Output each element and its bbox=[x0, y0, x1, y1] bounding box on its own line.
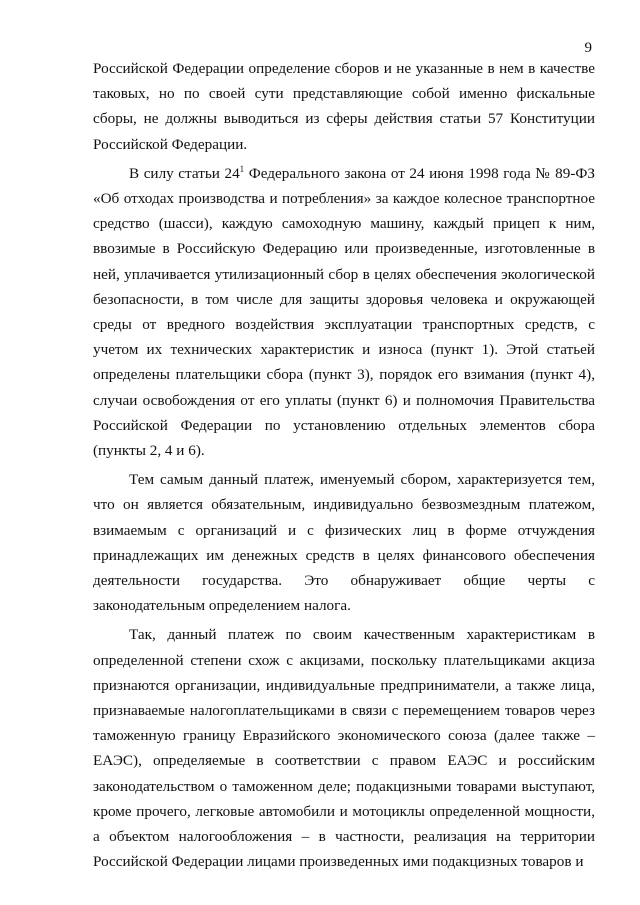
paragraph-2-text-start: В силу статьи 24 bbox=[129, 164, 240, 182]
paragraph-3 bbox=[93, 467, 595, 618]
paragraph-4 bbox=[93, 622, 595, 874]
document-body bbox=[93, 56, 595, 879]
paragraph-3-text: Тем самым данный платеж, именуемый сбором, характеризуется тем, что он является обязательным, индивидуально безвозмездным платежом, взимаемым с организаций и с физических лиц в форме отчуждения принадлежащих им денежных средств в целях финансового обеспечения деятельности государства. Это обнаруживает общие черты с законодательным определением налога. bbox=[93, 471, 595, 615]
paragraph-1-text: Российской Федерации определение сборов и не указанные в нем в качестве таковых, но по своей сути представляющие собой именно фискальные сборы, не должны выводиться из сферы действия статьи 57 Конституции Российской Федерации. bbox=[93, 60, 595, 153]
page-number: 9 bbox=[584, 40, 592, 56]
paragraph-2-superscript: 1 bbox=[239, 163, 245, 174]
paragraph-2-text-rest: Федерального закона от 24 июня 1998 года № 89-ФЗ «Об отходах производства и потребления» за каждое колесное транспортное средство (шасси), каждую самоходную машину, каждый прицеп к ним, ввозимые в Российскую Федерацию или произведенные, изготовленные в ней, уплачивается утилизационный сбор в целях обеспечения экологической безопасности, в том числе для защиты здоровья человека и окружающей среды от вредного воздействия эксплуатации транспортных средств, с учетом их технических характеристик и износа (пункт 1). Этой статьей определены плательщики сбора (пункт 3), порядок его взимания (пункт 4), случаи освобождения от его уплаты (пункт 6) и полномочия Правительства Российской Федерации по установлению отдельных элементов сбора (пункты 2, 4 и 6). bbox=[93, 164, 595, 460]
paragraph-4-text: Так, данный платеж по своим качественным характеристикам в определенной степени схож с акцизами, поскольку плательщиками акциза признаются организации, индивидуальные предприниматели, а также лица, признаваемые налогоплательщиками в связи с перемещением товаров через таможенную границу Евразийского экономического союза (далее также – ЕАЭС), определяемые в соответствии с правом ЕАЭС и российским законодательством о таможенном деле; подакцизными товарами выступают, кроме прочего, легковые автомобили и мотоциклы определенной мощности, а объектом налогообложения – в частности, реализация на территории Российской Федерации лицами произведенных ими подакцизных товаров и bbox=[93, 626, 595, 871]
paragraph-1 bbox=[93, 56, 595, 157]
paragraph-2 bbox=[93, 161, 595, 463]
